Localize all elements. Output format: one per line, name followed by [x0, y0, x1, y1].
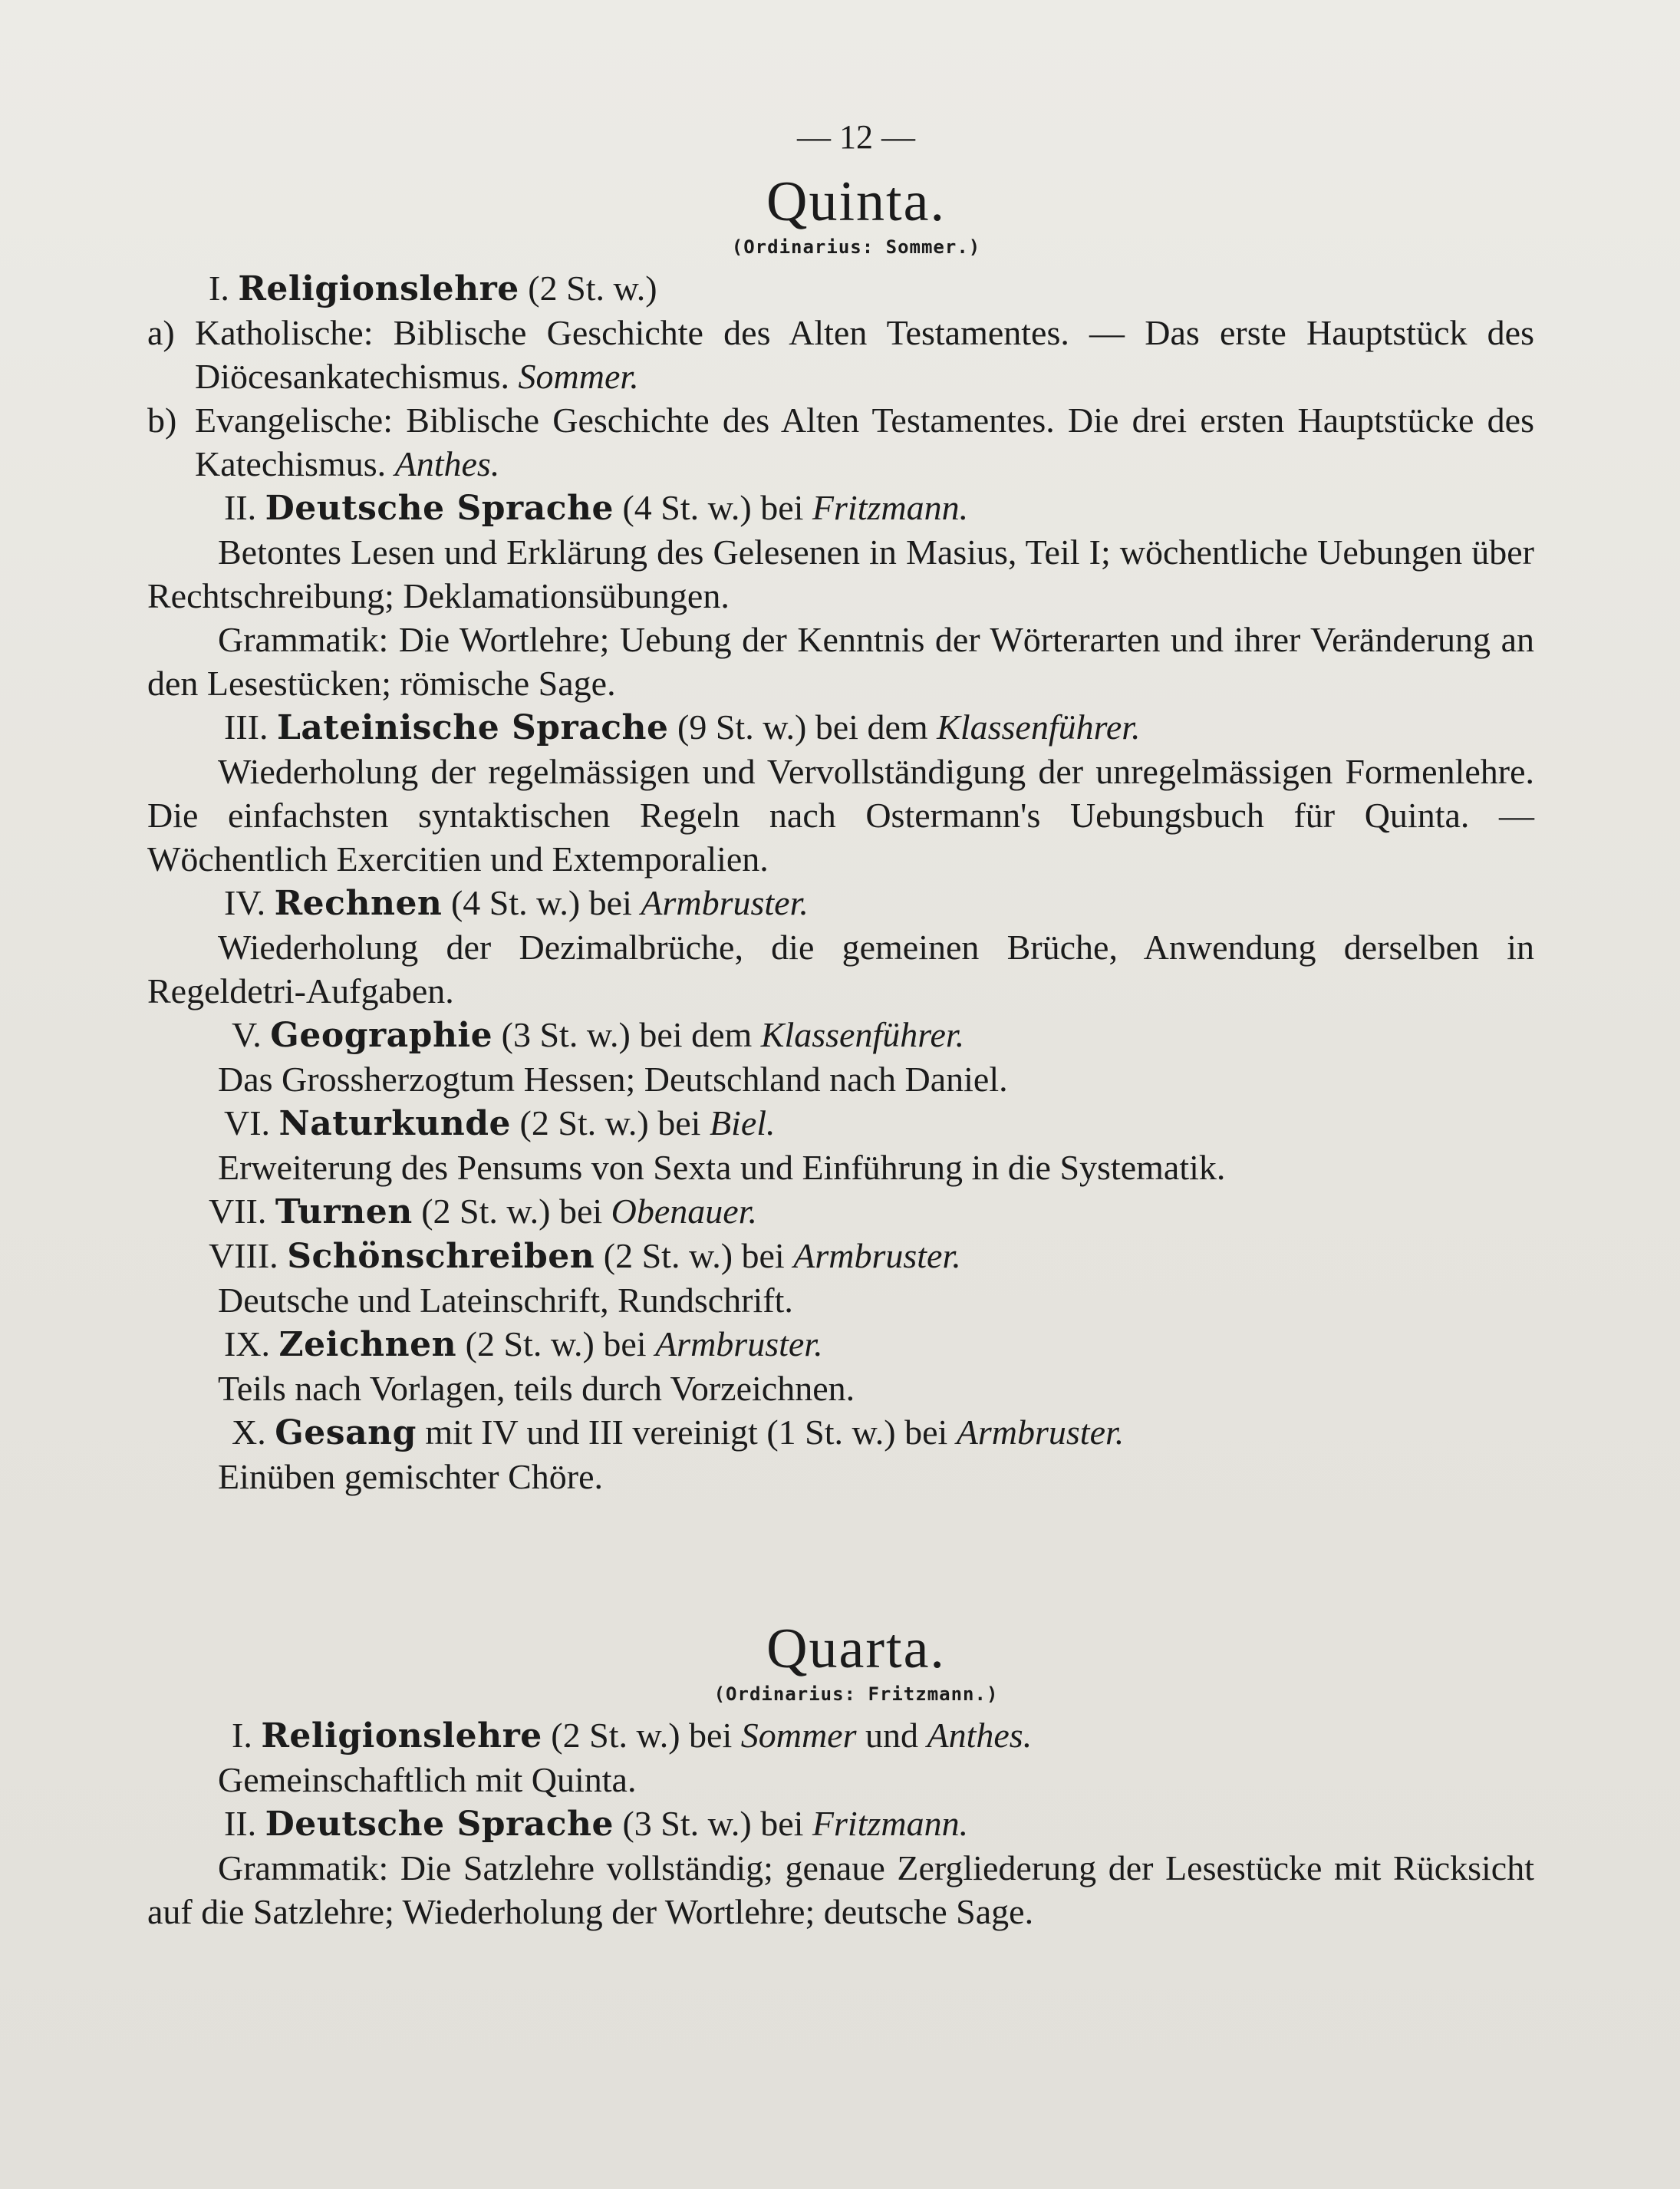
item-text: Katholische: Biblische Geschichte des Alten Testamentes. — Das erste Hauptstück des Diöcesankatechismus.	[195, 313, 1534, 396]
subject-name: Deutsche Sprache	[265, 489, 614, 528]
paragraph: Einüben gemischter Chöre.	[218, 1457, 604, 1496]
item-body	[195, 311, 1534, 398]
teacher-name: Armbruster.	[956, 1413, 1125, 1452]
ordinarius-quarta: (Ordinarius: Fritzmann.)	[713, 1683, 999, 1705]
paragraph: Erweiterung des Pensums von Sexta und Einführung in die Systematik.	[218, 1148, 1226, 1187]
subject-number: V.	[232, 1015, 262, 1054]
conjunction: und	[865, 1716, 918, 1755]
subject-number: IV.	[224, 883, 266, 922]
teacher-name: Armbruster.	[793, 1236, 961, 1275]
subject-turnen	[147, 1189, 1534, 1234]
teacher-name: Armbruster.	[655, 1324, 823, 1363]
subject-hours: (2 St. w.) bei	[519, 1103, 701, 1142]
page-number: — 12 —	[797, 118, 915, 156]
teacher-name: Klassenführer.	[937, 707, 1141, 747]
paragraph: Wiederholung der Dezimalbrüche, die gemeinen Brüche, Anwendung derselben in Regeldetri-Aufgaben.	[147, 928, 1534, 1010]
teacher-name: Sommer	[740, 1716, 857, 1755]
paragraph: Deutsche und Lateinschrift, Rundschrift.	[218, 1281, 793, 1320]
item-body	[195, 398, 1534, 486]
section-title-quarta: Quarta.	[766, 1617, 946, 1680]
subject-rechnen	[147, 881, 1534, 925]
teacher-name: Anthes.	[394, 444, 500, 483]
teacher-name: Sommer.	[518, 357, 639, 396]
subject-hours: (4 St. w.) bei	[450, 883, 632, 922]
subject-number: I.	[232, 1716, 252, 1755]
subject-hours: (4 St. w.) bei	[622, 488, 804, 527]
teacher-name: Armbruster.	[641, 883, 809, 922]
religion-catholic	[147, 311, 1534, 398]
subject-hours: (2 St. w.)	[528, 269, 657, 308]
subject-hours: (2 St. w.) bei	[603, 1236, 785, 1275]
religion-evangelical	[147, 398, 1534, 486]
subject-religionslehre	[147, 266, 1534, 311]
subject-name: Gesang	[275, 1413, 417, 1452]
subject-name: Schönschreiben	[287, 1237, 595, 1276]
subject-name: Deutsche Sprache	[265, 1805, 614, 1844]
subject-number: I.	[209, 269, 229, 308]
teacher-name: Obenauer.	[611, 1192, 758, 1231]
item-label: b)	[147, 401, 177, 440]
subject-hours: (2 St. w.) bei	[465, 1324, 647, 1363]
section-title-quinta: Quinta.	[766, 170, 946, 233]
subject-zeichnen	[147, 1322, 1534, 1366]
subject-religionslehre-quarta	[147, 1713, 1534, 1758]
subject-number: VIII.	[209, 1236, 278, 1275]
subject-number: VII.	[209, 1192, 267, 1231]
subject-name: Religionslehre	[261, 1716, 542, 1755]
subject-hours: (3 St. w.) bei dem	[501, 1015, 753, 1054]
page-content	[147, 115, 1534, 1934]
subject-name: Lateinische Sprache	[276, 708, 669, 747]
teacher-name: Anthes.	[927, 1716, 1033, 1755]
subject-name: Zeichnen	[278, 1325, 457, 1364]
subject-schoenschreiben	[147, 1234, 1534, 1278]
subject-number: II.	[224, 1804, 257, 1843]
paragraph: Grammatik: Die Wortlehre; Uebung der Kenntnis der Wörterarten und ihrer Veränderung an den Lesestücken; römische Sage.	[147, 620, 1534, 703]
paragraph: Teils nach Vorlagen, teils durch Vorzeichnen.	[218, 1369, 855, 1408]
teacher-name: Klassenführer.	[760, 1015, 965, 1054]
subject-hours: mit IV und III vereinigt (1 St. w.) bei	[425, 1413, 948, 1452]
teacher-name: Biel.	[709, 1103, 776, 1142]
subject-naturkunde	[147, 1101, 1534, 1146]
subject-gesang	[147, 1410, 1534, 1455]
teacher-name: Fritzmann.	[812, 488, 969, 527]
subject-geographie	[147, 1013, 1534, 1057]
subject-name: Religionslehre	[238, 269, 519, 308]
item-label: a)	[147, 313, 175, 352]
subject-deutsche-sprache-quarta	[147, 1802, 1534, 1846]
subject-hours: (2 St. w.) bei	[421, 1192, 603, 1231]
subject-number: II.	[224, 488, 257, 527]
paragraph: Wiederholung der regelmässigen und Vervollständigung der unregelmässigen Formenlehre. Die einfachsten syntaktischen Regeln nach Ostermann's Uebungsbuch für Quinta. — Wöchentlich Exercitien und Extemporalien.	[147, 752, 1534, 879]
subject-number: VI.	[224, 1103, 271, 1142]
ordinarius-quinta: (Ordinarius: Sommer.)	[731, 236, 981, 258]
item-text: Evangelische: Biblische Geschichte des Alten Testamentes. Die drei ersten Hauptstücke des Katechismus.	[195, 401, 1534, 483]
subject-name: Geographie	[270, 1016, 493, 1055]
subject-hours: (9 St. w.) bei dem	[677, 707, 928, 747]
section-gap	[147, 1498, 1534, 1614]
teacher-name: Fritzmann.	[812, 1804, 969, 1843]
subject-name: Naturkunde	[278, 1104, 511, 1143]
paragraph: Gemeinschaftlich mit Quinta.	[218, 1760, 637, 1799]
paragraph: Grammatik: Die Satzlehre vollständig; genaue Zergliederung der Lesestücke mit Rücksicht auf die Satzlehre; Wiederholung der Wortlehre; deutsche Sage.	[147, 1848, 1534, 1931]
subject-number: IX.	[224, 1324, 271, 1363]
paragraph: Betontes Lesen und Erklärung des Gelesenen in Masius, Teil I; wöchentliche Uebungen über Rechtschreibung; Deklamationsübungen.	[147, 532, 1534, 615]
subject-name: Rechnen	[274, 884, 443, 923]
subject-number: X.	[232, 1413, 266, 1452]
paragraph: Das Grossherzogtum Hessen; Deutschland nach Daniel.	[218, 1060, 1008, 1099]
subject-hours: (3 St. w.) bei	[622, 1804, 804, 1843]
subject-number: III.	[224, 707, 268, 747]
subject-lateinische-sprache	[147, 705, 1534, 750]
subject-name: Turnen	[275, 1192, 413, 1231]
subject-hours: (2 St. w.) bei	[551, 1716, 733, 1755]
subject-deutsche-sprache	[147, 486, 1534, 530]
